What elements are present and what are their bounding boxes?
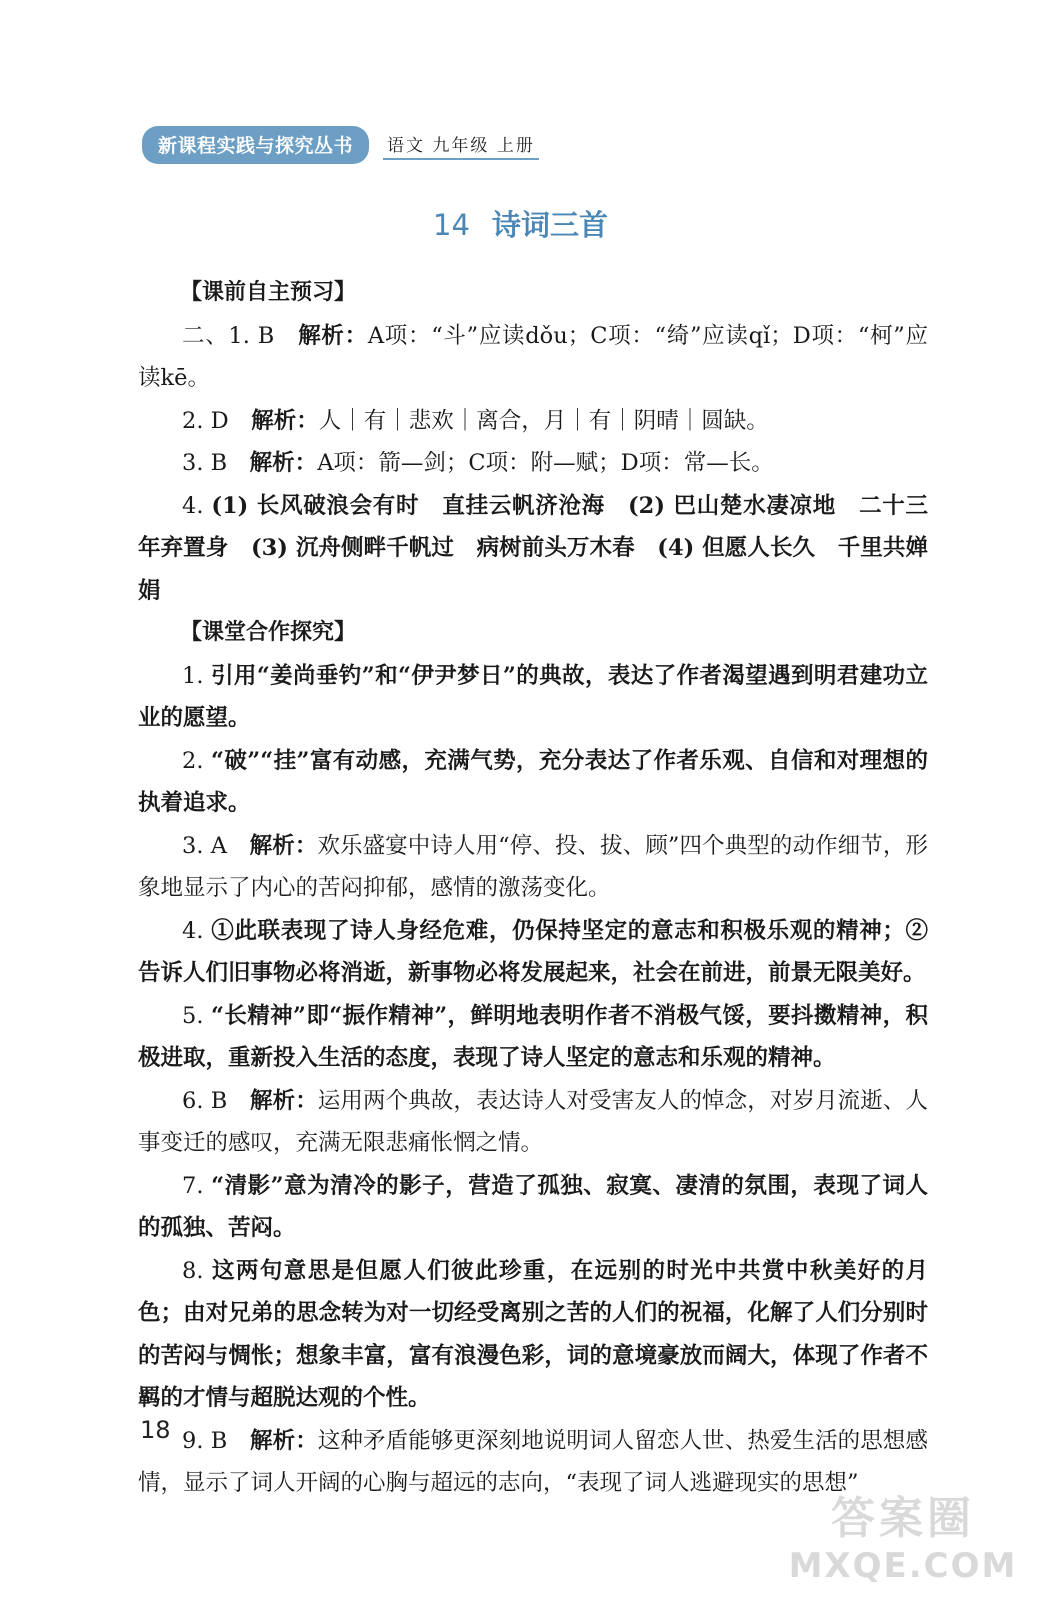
answer-item: 3. B 解析：A项：箭—剑；C项：附—赋；D项：常—长。 <box>182 450 774 476</box>
answer-item: 2. “破”“挂”富有动感，充满气势，充分表达了作者乐观、自信和对理想的执着追求。 <box>138 747 928 816</box>
answer-item: 3. A 解析：欢乐盛宴中诗人用“停、投、拔、顾”四个典型的动作细节，形象地显示了内心的苦闷抑郁，感情的激荡变化。 <box>138 832 928 901</box>
series-badge: 新课程实践与探究丛书 <box>142 126 369 164</box>
answer-item: 二、1. B 解析：A项：“斗”应读dǒu；C项：“绮”应读qǐ；D项：“柯”应读kē。 <box>138 322 928 391</box>
answer-item: 8. 这两句意思是但愿人们彼此珍重，在远别的时光中共赏中秋美好的月色；由对兄弟的思念转为对一切经受离别之苦的人们的祝福，化解了人们分别时的苦闷与惆怅；想象丰富，富有浪漫色彩，词的意境豪放而阔大，体现了作者不羁的才情与超脱达观的个性。 <box>138 1257 928 1411</box>
answer-item: 4. (1) 长风破浪会有时 直挂云帆济沧海 (2) 巴山楚水凄凉地 二十三年弃置身 (3) 沉舟侧畔千帆过 病树前头万木春 (4) 但愿人长久 千里共婵娟 <box>138 492 929 604</box>
watermark-logo-text: 答案圈 <box>831 1493 975 1544</box>
page-header <box>142 126 539 164</box>
watermark-url: MXQE.COM <box>788 1546 1018 1586</box>
answer-item: 6. B 解析：运用两个典故，表达诗人对受害友人的悼念，对岁月流逝、人事变迁的感叹，充满无限悲痛怅惘之情。 <box>138 1087 928 1156</box>
answer-item: 1. 引用“姜尚垂钓”和“伊尹梦日”的典故，表达了作者渴望遇到明君建功立业的愿望。 <box>138 662 928 731</box>
answer-item: 5. “长精神”即“振作精神”，鲜明地表明作者不消极气馁，要抖擞精神，积极进取，重新投入生活的态度，表现了诗人坚定的意志和乐观的精神。 <box>138 1002 928 1071</box>
book-info: 语文 九年级 上册 <box>383 131 539 160</box>
answer-item: 7. “清影”意为清冷的影子，营造了孤独、寂寞、凄清的氛围，表现了词人的孤独、苦闷。 <box>138 1172 928 1241</box>
section-heading-classroom: 【课堂合作探究】 <box>180 620 357 645</box>
chapter-number: 14 <box>433 208 470 242</box>
watermark-logo <box>783 1482 1023 1592</box>
answer-content <box>138 272 928 1505</box>
chapter-title-text: 诗词三首 <box>491 208 608 242</box>
answer-item: 9. B 解析：这种矛盾能够更深刻地说明词人留恋人世、热爱生活的思想感情，显示了词人开阔的心胸与超远的志向，“表现了词人逃避现实的思想” <box>138 1427 928 1496</box>
section-heading-preview: 【课前自主预习】 <box>180 280 357 305</box>
page-number: 18 <box>140 1416 171 1444</box>
chapter-title <box>0 203 1041 244</box>
answer-item: 4. ①此联表现了诗人身经危难，仍保持坚定的意志和积极乐观的精神；②告诉人们旧事物必将消逝，新事物必将发展起来，社会在前进，前景无限美好。 <box>138 917 928 986</box>
answer-item: 2. D 解析：人｜有｜悲欢｜离合，月｜有｜阴晴｜圆缺。 <box>182 407 769 434</box>
